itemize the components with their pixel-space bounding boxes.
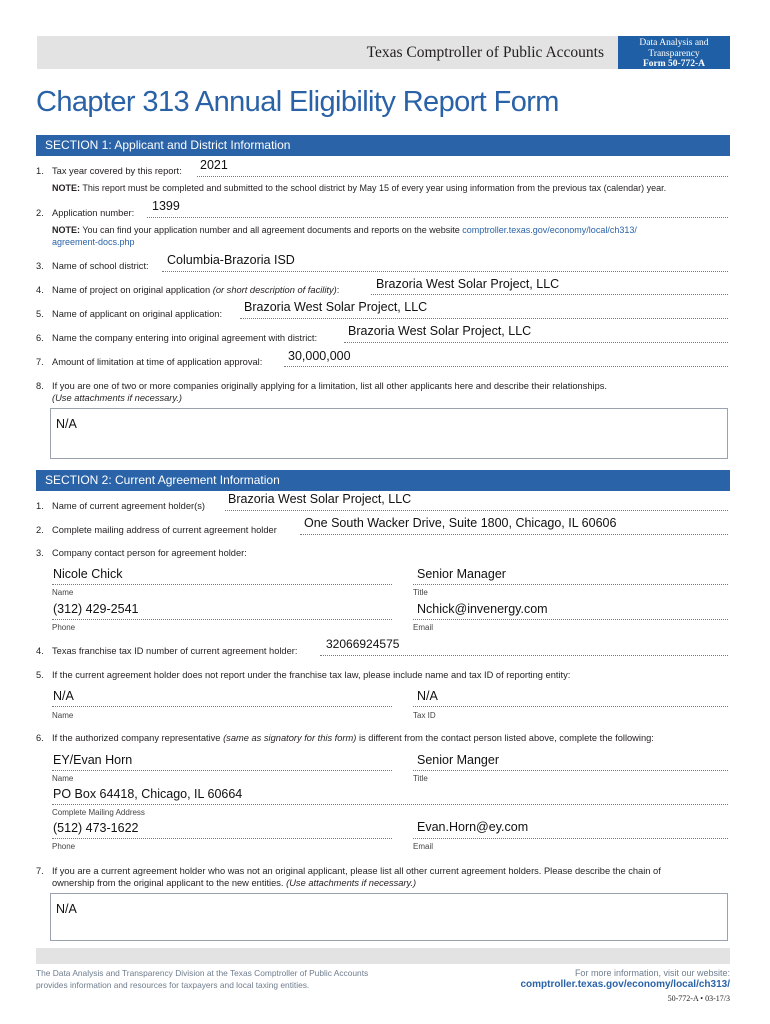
section-2-heading: SECTION 2: Current Agreement Information (36, 470, 730, 491)
rep-email-label: Email (413, 842, 434, 851)
form-badge (618, 36, 730, 69)
rep-email-field[interactable]: Evan.Horn@ey.com (417, 820, 529, 834)
rep-phone-field[interactable]: (512) 473-1622 (53, 821, 139, 835)
other-holders-box[interactable] (50, 893, 728, 941)
s2-q5-label: If the current agreement holder does not report under the franchise tax law, please include name and tax ID of reporting entity: (52, 670, 571, 680)
franchise-tax-id-field[interactable]: 32066924575 (326, 637, 400, 651)
rep-title-field[interactable]: Senior Manger (417, 753, 499, 767)
note2-text: You can find your application number and all agreement documents and reports on the website (80, 225, 463, 235)
s1-q5-label: Name of applicant on original application: (52, 309, 223, 319)
header-bar (37, 36, 618, 69)
reporting-entity-name-label: Name (52, 711, 74, 720)
rep-address-field[interactable]: PO Box 64418, Chicago, IL 60664 (53, 787, 243, 801)
contact-email-line (413, 619, 728, 620)
project-name-field[interactable]: Brazoria West Solar Project, LLC (376, 277, 560, 291)
q6-label-italic: (same as signatory for this form) (223, 733, 357, 743)
application-number-field[interactable]: 1399 (152, 199, 180, 213)
s1-q6-line (344, 342, 728, 343)
s1-note1 (52, 182, 666, 194)
contact-title-label: Title (413, 588, 428, 597)
contact-title-field[interactable]: Senior Manager (417, 567, 506, 581)
s2-q3-label: Company contact person for agreement holder: (52, 548, 247, 558)
note1-text: This report must be completed and submitted to the school district by May 15 of every year using information from the previous tax (calendar) year. (80, 183, 667, 193)
s1-q5-number: 5. (36, 309, 44, 319)
rep-email-line (413, 838, 728, 839)
contact-name-field[interactable]: Nicole Chick (53, 567, 123, 581)
agency-name: Texas Comptroller of Public Accounts (366, 44, 604, 61)
tax-year-field[interactable]: 2021 (200, 158, 228, 172)
contact-phone-label: Phone (52, 623, 76, 632)
agreement-docs-link[interactable]: comptroller.texas.gov/economy/local/ch313/ (462, 225, 637, 235)
q6-label-b: is different from the contact person listed above, complete the following: (358, 733, 654, 743)
footer-website-link[interactable]: comptroller.texas.gov/economy/local/ch313/ (520, 979, 730, 990)
rep-name-label: Name (52, 774, 74, 783)
s1-q2-number: 2. (36, 208, 44, 218)
contact-phone-line (52, 619, 392, 620)
s1-q5-line (240, 318, 728, 319)
q6-label-a: If the authorized company representative (52, 733, 221, 743)
s2-q4-line (320, 655, 728, 656)
s2-q5-number: 5. (36, 670, 44, 680)
s1-q1-number: 1. (36, 166, 44, 176)
footer-website (520, 967, 730, 991)
s1-q2-label: Application number: (52, 208, 135, 218)
form-code: 50-772-A • 03-17/3 (667, 994, 730, 1003)
s2-q2-label: Complete mailing address of current agreement holder (52, 525, 277, 535)
s2-q7-label-line2 (52, 878, 416, 888)
contact-name-label: Name (52, 588, 74, 597)
reporting-entity-name-field[interactable]: N/A (53, 689, 74, 703)
reporting-entity-taxid-line (413, 706, 728, 707)
rep-title-label: Title (413, 774, 428, 783)
s1-q3-number: 3. (36, 261, 44, 271)
note1-bold: NOTE: (52, 183, 80, 193)
school-district-field[interactable]: Columbia-Brazoria ISD (167, 253, 295, 267)
footer-bar (36, 948, 730, 964)
footer-left-line2: provides information and resources for taxpayers and local taxing entities. (36, 980, 310, 990)
s2-q4-label: Texas franchise tax ID number of current agreement holder: (52, 646, 298, 656)
s1-q6-number: 6. (36, 333, 44, 343)
q4-label-text: Name of project on original application (52, 285, 211, 295)
rep-title-line (413, 770, 728, 771)
company-agreement-field[interactable]: Brazoria West Solar Project, LLC (348, 324, 532, 338)
q7-label-italic: (Use attachments if necessary.) (286, 878, 417, 888)
q8-italic: (Use attachments if necessary.) (52, 393, 183, 403)
footer-right-line1: For more information, visit our website: (574, 968, 730, 978)
badge-line2: Transparency (648, 48, 700, 59)
s1-q1-label: Tax year covered by this report: (52, 166, 182, 176)
s1-q3-label: Name of school district: (52, 261, 149, 271)
agreement-holder-field[interactable]: Brazoria West Solar Project, LLC (228, 492, 412, 506)
q7-label-line2-text: ownership from the original applicant to the new entities. (52, 878, 284, 888)
s1-q8-label: If you are one of two or more companies originally applying for a limitation, list all other applicants here and describe their relationships. (52, 381, 608, 391)
s1-q7-line (284, 366, 728, 367)
s1-q7-label: Amount of limitation at time of application approval: (52, 357, 263, 367)
s2-q3-number: 3. (36, 548, 44, 558)
footer-left-line1: The Data Analysis and Transparency Division at the Texas Comptroller of Public Accounts (36, 968, 369, 978)
s1-q8-number: 8. (36, 381, 44, 391)
mailing-address-field[interactable]: One South Wacker Drive, Suite 1800, Chicago, IL 60606 (304, 516, 617, 530)
s2-q2-line (300, 534, 728, 535)
other-applicants-box[interactable] (50, 408, 728, 459)
rep-name-field[interactable]: EY/Evan Horn (53, 753, 133, 767)
s1-q8-label-italic (52, 393, 182, 403)
reporting-entity-name-line (52, 706, 392, 707)
contact-phone-field[interactable]: (312) 429-2541 (53, 602, 139, 616)
s1-q6-label: Name the company entering into original agreement with district: (52, 333, 318, 343)
badge-line1: Data Analysis and (639, 38, 709, 48)
rep-address-label: Complete Mailing Address (52, 808, 145, 817)
other-holders-value: N/A (56, 902, 77, 916)
reporting-entity-taxid-label: Tax ID (413, 711, 436, 720)
contact-email-field[interactable]: Nchick@invenergy.com (417, 602, 548, 616)
s1-q4-label (52, 285, 339, 295)
page-title: Chapter 313 Annual Eligibility Report Form (36, 86, 559, 118)
s2-q1-label: Name of current agreement holder(s) (52, 501, 205, 511)
s2-q7-label-line1: If you are a current agreement holder who was not an original applicant, please list all other current agreement holders. Please describe the chain of (52, 866, 661, 876)
s2-q6-number: 6. (36, 733, 44, 743)
s1-q4-number: 4. (36, 285, 44, 295)
contact-name-line (52, 584, 392, 585)
s2-q7-number: 7. (36, 866, 44, 876)
limitation-amount-field[interactable]: 30,000,000 (288, 349, 351, 363)
q4-label-italic: (or short description of facility) (212, 285, 337, 295)
s1-q4-line (371, 294, 728, 295)
reporting-entity-taxid-field[interactable]: N/A (417, 689, 438, 703)
note2-bold: NOTE: (52, 225, 80, 235)
s2-q1-line (225, 510, 728, 511)
footer-description (36, 967, 406, 991)
s2-q2-number: 2. (36, 525, 44, 535)
s1-q1-line (197, 176, 728, 177)
s1-q3-line (162, 271, 728, 272)
agreement-docs-link-2[interactable]: agreement-docs.php (52, 237, 135, 247)
rep-address-line (52, 804, 728, 805)
s2-q6-label (52, 733, 654, 743)
section-1-heading: SECTION 1: Applicant and District Information (36, 135, 730, 156)
s1-q7-number: 7. (36, 357, 44, 367)
applicant-name-field[interactable]: Brazoria West Solar Project, LLC (244, 300, 428, 314)
badge-form-number: Form 50-772-A (643, 59, 705, 69)
s2-q1-number: 1. (36, 501, 44, 511)
rep-phone-label: Phone (52, 842, 76, 851)
q4-label-end: : (336, 285, 340, 295)
s1-note2 (52, 224, 728, 248)
contact-email-label: Email (413, 623, 434, 632)
rep-phone-line (52, 838, 392, 839)
rep-name-line (52, 770, 392, 771)
contact-title-line (413, 584, 728, 585)
other-applicants-value: N/A (56, 417, 77, 431)
s2-q4-number: 4. (36, 646, 44, 656)
s1-q2-line (147, 217, 728, 218)
